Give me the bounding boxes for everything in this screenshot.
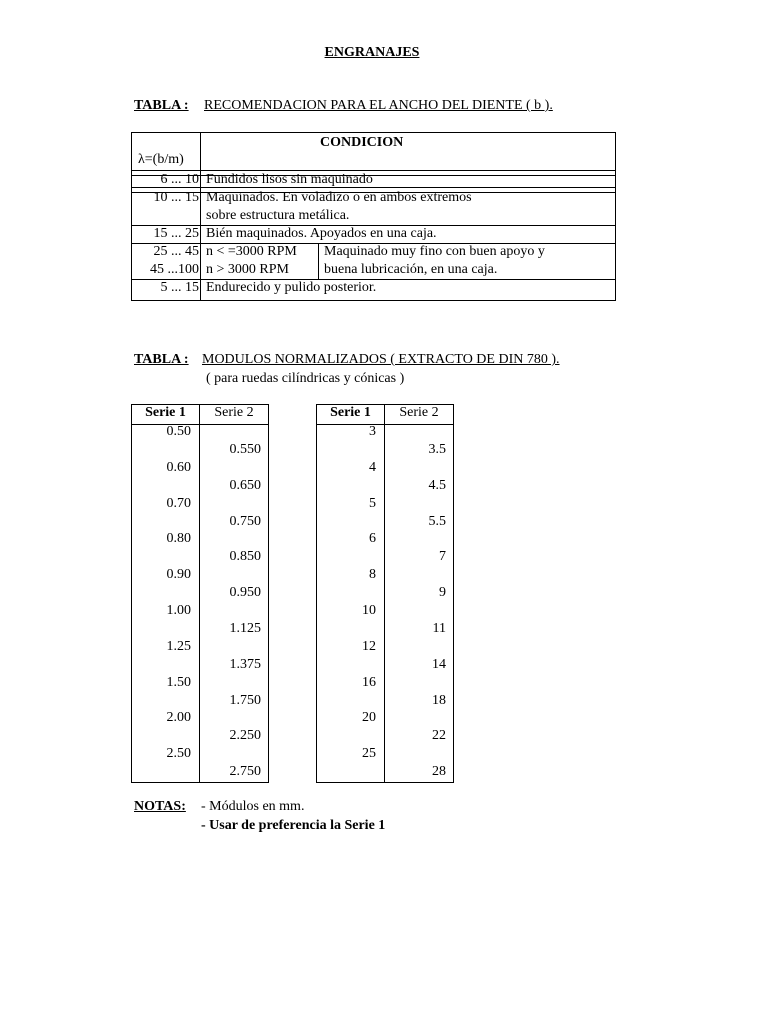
modulos-table-right bbox=[316, 404, 454, 783]
series-divider bbox=[384, 405, 385, 782]
table2-label: TABLA : bbox=[134, 352, 189, 367]
serie2-value: 1.375 bbox=[229, 656, 261, 672]
serie2-value: 1.750 bbox=[229, 692, 261, 708]
serie1-value: 0.80 bbox=[166, 531, 191, 547]
table-row-condition: Maquinados. En voladizo o en ambos extremos bbox=[206, 190, 472, 205]
serie2-value: 0.750 bbox=[229, 513, 261, 529]
serie2-header: Serie 2 bbox=[399, 405, 439, 420]
serie1-value: 2.00 bbox=[166, 710, 191, 726]
serie2-value: 28 bbox=[432, 764, 446, 780]
table1-label: TABLA : bbox=[134, 98, 189, 113]
table-row-lambda: 25 ... 45 bbox=[153, 244, 199, 259]
serie2-value: 2.250 bbox=[229, 728, 261, 744]
page-title: ENGRANAJES bbox=[324, 45, 420, 60]
table-row-condition-cont: buena lubricación, en una caja. bbox=[324, 262, 498, 277]
table-row-rpm: n > 3000 RPM bbox=[206, 262, 289, 277]
serie2-header: Serie 2 bbox=[214, 405, 254, 420]
serie2-value: 18 bbox=[432, 692, 446, 708]
serie1-value: 12 bbox=[362, 638, 376, 654]
serie2-value: 11 bbox=[432, 620, 446, 636]
ancho-diente-table bbox=[131, 132, 616, 301]
serie2-value: 22 bbox=[432, 728, 446, 744]
serie1-value: 0.50 bbox=[166, 424, 191, 439]
serie2-value: 0.850 bbox=[229, 549, 261, 565]
serie1-value: 4 bbox=[369, 459, 376, 475]
table-row-condition: Bién maquinados. Apoyados en una caja. bbox=[206, 226, 437, 241]
table1-column-divider bbox=[200, 133, 201, 300]
table-row-condition: Endurecido y pulido posterior. bbox=[206, 280, 377, 295]
rpm-column-divider bbox=[318, 243, 319, 279]
serie1-value: 20 bbox=[362, 710, 376, 726]
serie1-value: 6 bbox=[369, 531, 376, 547]
table-row-lambda: 45 ...100 bbox=[150, 262, 199, 277]
serie2-value: 3.5 bbox=[428, 441, 446, 457]
table-row-rpm: n < =3000 RPM bbox=[206, 244, 297, 259]
serie2-value: 0.550 bbox=[229, 441, 261, 457]
serie1-header: Serie 1 bbox=[330, 405, 371, 420]
serie2-value: 0.650 bbox=[229, 477, 261, 493]
header-divider bbox=[132, 424, 268, 425]
table-row-lambda: 15 ... 25 bbox=[153, 226, 199, 241]
condition-header: CONDICION bbox=[320, 135, 404, 150]
serie2-value: 14 bbox=[432, 656, 446, 672]
table-row-lambda: 10 ... 15 bbox=[153, 190, 199, 205]
serie1-value: 3 bbox=[369, 424, 376, 439]
table2-subcaption: ( para ruedas cilíndricas y cónicas ) bbox=[206, 371, 405, 386]
serie1-value: 2.50 bbox=[166, 746, 191, 762]
serie1-value: 25 bbox=[362, 746, 376, 762]
serie1-value: 0.90 bbox=[166, 567, 191, 583]
serie2-value: 1.125 bbox=[229, 620, 261, 636]
table-row-condition-cont: sobre estructura metálica. bbox=[206, 208, 350, 223]
serie1-value: 1.00 bbox=[166, 603, 191, 618]
serie2-value: 7 bbox=[439, 549, 446, 565]
table-row-lambda: 6 ... 10 bbox=[160, 172, 199, 187]
serie1-header: Serie 1 bbox=[145, 405, 186, 420]
serie1-value: 0.60 bbox=[166, 459, 191, 475]
table-row-condition: Fundidos lisos sin maquinado bbox=[206, 172, 373, 187]
header-divider bbox=[317, 424, 453, 425]
serie2-value: 2.750 bbox=[229, 764, 261, 780]
series-divider bbox=[199, 405, 200, 782]
note-line-emphasis: - Usar de preferencia la Serie 1 bbox=[201, 818, 386, 833]
table-row-lambda: 5 ... 15 bbox=[160, 280, 199, 295]
serie1-value: 1.25 bbox=[166, 638, 191, 654]
table1-header-divider bbox=[132, 170, 615, 176]
serie2-value: 5.5 bbox=[428, 513, 446, 529]
serie1-value: 1.50 bbox=[166, 674, 191, 690]
lambda-header: λ=(b/m) bbox=[138, 152, 184, 167]
table-row-condition: Maquinado muy fino con buen apoyo y bbox=[324, 244, 545, 259]
serie2-value: 4.5 bbox=[428, 477, 446, 493]
serie1-value: 16 bbox=[362, 674, 376, 690]
serie2-value: 0.950 bbox=[229, 585, 261, 601]
serie1-value: 5 bbox=[369, 495, 376, 511]
modulos-table-left bbox=[131, 404, 269, 783]
table2-caption: MODULOS NORMALIZADOS ( EXTRACTO DE DIN 780 ). bbox=[202, 352, 560, 367]
serie2-value: 9 bbox=[439, 585, 446, 601]
serie1-value: 8 bbox=[369, 567, 376, 583]
table1-caption: RECOMENDACION PARA EL ANCHO DEL DIENTE ( b ). bbox=[204, 98, 553, 113]
serie1-value: 0.70 bbox=[166, 495, 191, 511]
notes-label: NOTAS: bbox=[134, 799, 186, 814]
note-line: - Módulos en mm. bbox=[201, 799, 305, 814]
serie1-value: 10 bbox=[362, 603, 376, 618]
